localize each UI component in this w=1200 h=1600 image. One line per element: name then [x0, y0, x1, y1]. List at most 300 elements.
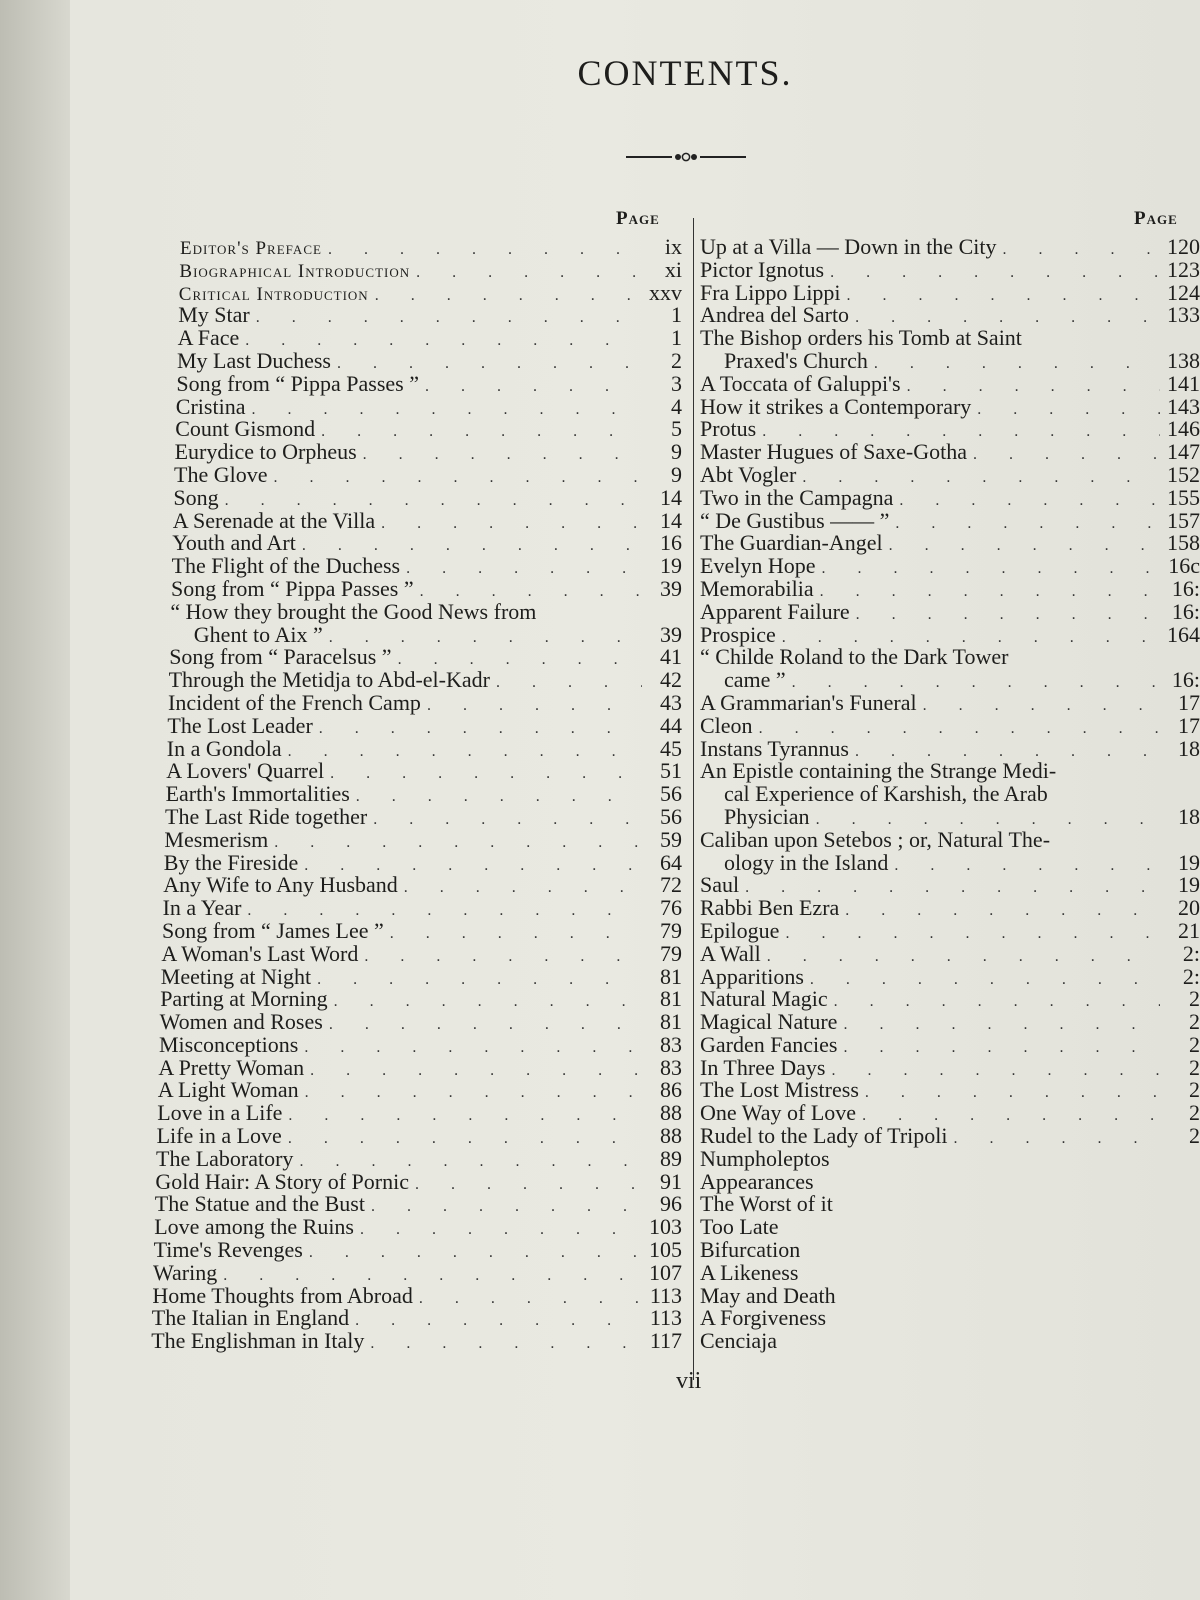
toc-entry-title: Cenciaja — [700, 1328, 777, 1354]
toc-entry — [154, 1216, 682, 1239]
toc-leader-dots — [895, 513, 1160, 536]
toc-leader-dots — [330, 763, 642, 786]
toc-entry — [700, 1011, 1200, 1034]
toc-leader-dots — [419, 1288, 642, 1311]
toc-entry — [172, 507, 682, 533]
toc-entry — [172, 532, 682, 555]
toc-entry-title: A Wall — [700, 940, 761, 966]
toc-leader-dots — [404, 877, 642, 900]
toc-entry — [177, 347, 682, 373]
toc-entry-title: A Likeness — [700, 1259, 799, 1285]
toc-entry — [163, 897, 682, 920]
toc-entry-page: 43 — [660, 689, 682, 715]
toc-entry-title: Epilogue — [700, 917, 780, 943]
toc-leader-dots — [810, 969, 1160, 992]
toc-leader-dots — [317, 969, 642, 992]
toc-entry — [153, 1259, 682, 1285]
toc-entry-title: Apparent Failure — [700, 598, 850, 624]
toc-entry-title: Natural Magic — [700, 986, 828, 1012]
toc-entry-page: 2: — [1182, 940, 1200, 966]
toc-entry-title: Abt Vogler — [700, 461, 797, 487]
toc-entry — [700, 393, 1200, 419]
toc-entry-title: Numpholeptos — [700, 1145, 830, 1171]
toc-leader-dots — [373, 809, 642, 832]
toc-entry-title: My Star — [178, 302, 250, 328]
toc-entry-page: ix — [664, 236, 682, 259]
toc-entry-page: 44 — [660, 712, 682, 738]
toc-entry-title: Garden Fancies — [700, 1031, 838, 1057]
toc-entry-title: Instans Tyrannus — [700, 735, 849, 761]
toc-entry-page: 14 — [660, 484, 682, 510]
toc-leader-dots — [364, 946, 642, 969]
toc-leader-dots — [360, 1219, 642, 1242]
toc-entry-title: Cleon — [700, 712, 753, 738]
toc-entry-title: Caliban upon Setebos ; or, Natural The- — [700, 826, 1051, 852]
toc-entry-title: The Flight of the Duchess — [171, 553, 401, 579]
toc-entry-page: 1 — [671, 325, 682, 351]
toc-entry-title: Life in a Love — [156, 1123, 282, 1149]
toc-entry — [700, 646, 1200, 669]
toc-entry — [700, 1239, 1200, 1262]
toc-entry — [160, 963, 682, 989]
toc-leader-dots — [843, 1037, 1160, 1060]
toc-entry-title: Misconceptions — [159, 1031, 299, 1057]
toc-entry-page: 88 — [660, 1123, 682, 1149]
toc-entry — [175, 418, 682, 441]
toc-entry-title: One Way of Love — [700, 1100, 857, 1126]
toc-entry — [158, 1054, 682, 1080]
toc-leader-dots — [834, 991, 1160, 1014]
toc-entry-page: 2 — [1189, 1100, 1200, 1126]
toc-entry-title: How it strikes a Contemporary — [700, 393, 972, 419]
toc-entry-title: Saul — [700, 872, 740, 898]
toc-entry-title: My Last Duchess — [177, 347, 331, 373]
toc-entry-title: Editor's Preface — [180, 238, 322, 259]
toc-entry-page: 9 — [671, 439, 682, 465]
toc-entry — [163, 849, 682, 875]
toc-entry-page: 2 — [1189, 986, 1200, 1012]
toc-entry — [157, 1125, 682, 1148]
toc-entry — [700, 1193, 1200, 1216]
toc-leader-dots — [256, 307, 642, 330]
toc-entry-page: xi — [664, 256, 682, 282]
toc-entry — [166, 760, 682, 783]
page-gutter — [0, 0, 70, 1600]
toc-entry — [170, 621, 682, 647]
toc-entry-title: Meeting at Night — [160, 963, 312, 989]
toc-entry-page: 133 — [1167, 302, 1200, 328]
toc-entry-page: 19 — [1178, 872, 1200, 898]
toc-leader-dots — [288, 1105, 642, 1128]
toc-entry-title: A Pretty Woman — [158, 1054, 305, 1080]
toc-leader-dots — [355, 1310, 642, 1333]
toc-entry-title: The Lost Mistress — [700, 1077, 859, 1103]
column-divider — [693, 218, 694, 1380]
toc-entry — [179, 256, 682, 282]
toc-entry — [700, 1259, 1200, 1285]
toc-entry-page: 2 — [1189, 1077, 1200, 1103]
toc-entry-page: 64 — [660, 849, 682, 875]
left-page-column-label: Page — [616, 208, 660, 229]
toc-leader-dots — [329, 1014, 642, 1037]
toc-entry-title: Mesmerism — [164, 826, 269, 852]
toc-entry-title: Ghent to Aix ” — [193, 621, 323, 647]
toc-entry-title: Song from “ James Lee ” — [162, 917, 384, 943]
toc-entry-page: 16: — [1171, 598, 1200, 624]
toc-leader-dots — [427, 695, 642, 718]
toc-entry-title: Apparitions — [700, 963, 804, 989]
toc-entry-page: 103 — [649, 1214, 682, 1240]
toc-leader-dots — [820, 581, 1160, 604]
toc-entry — [161, 940, 682, 966]
left-contents-column — [150, 236, 682, 1376]
toc-entry — [155, 1193, 682, 1216]
toc-entry-page: 143 — [1167, 393, 1200, 419]
toc-entry — [700, 712, 1200, 738]
toc-leader-dots — [1002, 239, 1160, 262]
toc-entry — [700, 940, 1200, 966]
toc-entry-page: 164 — [1167, 621, 1200, 647]
toc-entry-page: 2 — [1189, 1123, 1200, 1149]
page-folio: vii — [676, 1368, 702, 1394]
toc-entry-page: 147 — [1167, 439, 1200, 465]
toc-entry-title: came ” — [724, 667, 786, 693]
toc-entry-title: Biographical Introduction — [179, 260, 411, 282]
toc-leader-dots — [406, 558, 642, 581]
toc-leader-dots — [821, 558, 1160, 581]
toc-entry-title: The Guardian-Angel — [700, 530, 883, 556]
toc-entry-title: The Englishman in Italy — [151, 1328, 365, 1354]
toc-entry-page: 18 — [1178, 735, 1200, 761]
toc-entry-page: 89 — [660, 1145, 682, 1171]
toc-entry-title: A Light Woman — [157, 1077, 299, 1103]
toc-entry-page: 96 — [660, 1191, 682, 1217]
toc-entry — [700, 735, 1200, 761]
toc-entry-title: A Lovers' Quarrel — [166, 758, 325, 784]
toc-entry-page: 105 — [649, 1237, 682, 1263]
toc-entry-page: 3 — [671, 370, 682, 396]
toc-entry-title: The Worst of it — [700, 1191, 833, 1217]
toc-entry — [700, 1102, 1200, 1125]
toc-entry-title: Praxed's Church — [724, 347, 868, 373]
toc-entry — [700, 598, 1200, 624]
toc-entry-page: 2 — [671, 347, 682, 373]
toc-entry — [178, 304, 682, 327]
toc-entry-title: Eurydice to Orpheus — [174, 439, 357, 465]
toc-entry — [700, 279, 1200, 305]
toc-entry-title: A Grammarian's Funeral — [700, 689, 917, 715]
toc-leader-dots — [954, 1128, 1161, 1151]
toc-entry-title: Song — [173, 484, 219, 510]
toc-entry-title: ology in the Island — [724, 849, 889, 875]
toc-entry-page: 81 — [660, 963, 682, 989]
toc-entry-page: 155 — [1167, 484, 1200, 510]
toc-entry-title: The Italian in England — [151, 1305, 350, 1331]
toc-entry — [169, 646, 682, 669]
toc-leader-dots — [309, 1242, 642, 1265]
toc-entry-title: A Toccata of Galuppi's — [700, 370, 901, 396]
toc-entry-title: Up at a Villa — Down in the City — [700, 236, 997, 259]
toc-leader-dots — [273, 467, 642, 490]
toc-entry-page: 72 — [660, 872, 682, 898]
toc-leader-dots — [328, 239, 642, 262]
toc-entry — [165, 803, 682, 829]
toc-entry-page: 79 — [660, 940, 682, 966]
toc-entry-title: Two in the Campagna — [700, 484, 894, 510]
toc-entry-page: 56 — [660, 803, 682, 829]
toc-entry — [163, 874, 682, 897]
toc-entry-page: 81 — [660, 986, 682, 1012]
toc-entry — [170, 598, 682, 624]
toc-entry-page: 19 — [1178, 849, 1200, 875]
toc-entry-title: Time's Revenges — [153, 1237, 303, 1263]
toc-entry — [700, 917, 1200, 943]
toc-entry — [700, 988, 1200, 1011]
toc-entry-page: 20 — [1178, 895, 1200, 921]
toc-entry-page: 146 — [1167, 416, 1200, 442]
toc-entry — [700, 1031, 1200, 1057]
toc-entry — [700, 669, 1200, 692]
toc-entry-page: 83 — [660, 1054, 682, 1080]
toc-leader-dots — [785, 923, 1160, 946]
toc-leader-dots — [977, 399, 1160, 422]
toc-entry — [700, 874, 1200, 897]
toc-entry — [700, 484, 1200, 510]
toc-entry-title: Rudel to the Lady of Tripoli — [700, 1123, 948, 1149]
toc-entry — [700, 575, 1200, 601]
toc-entry-page: 124 — [1167, 279, 1200, 305]
toc-entry — [152, 1307, 682, 1330]
toc-entry — [700, 327, 1200, 350]
toc-entry-page: 1 — [671, 302, 682, 328]
toc-entry — [167, 712, 682, 738]
toc-entry — [152, 1282, 682, 1308]
toc-entry — [700, 1307, 1200, 1330]
toc-entry — [700, 1079, 1200, 1102]
toc-entry — [176, 370, 682, 396]
toc-entry-title: The Glove — [174, 461, 268, 487]
toc-leader-dots — [889, 535, 1160, 558]
toc-leader-dots — [370, 1333, 642, 1356]
toc-entry-page: 141 — [1167, 370, 1200, 396]
toc-leader-dots — [363, 444, 642, 467]
toc-entry-page: 16: — [1171, 575, 1200, 601]
toc-entry — [700, 1282, 1200, 1308]
toc-entry — [168, 689, 682, 715]
toc-leader-dots — [843, 1014, 1160, 1037]
toc-leader-dots — [415, 1174, 642, 1197]
toc-entry-title: Too Late — [700, 1214, 779, 1240]
toc-entry — [700, 347, 1200, 373]
toc-entry — [700, 441, 1200, 464]
toc-entry — [700, 621, 1200, 647]
toc-entry-title: Song from “ Pippa Passes ” — [176, 370, 419, 396]
toc-entry — [700, 236, 1200, 259]
toc-entry-title: Love in a Life — [157, 1100, 283, 1126]
toc-entry-title: Physician — [724, 803, 810, 829]
toc-entry-page: 2: — [1182, 963, 1200, 989]
toc-leader-dots — [830, 262, 1160, 285]
toc-leader-dots — [304, 1037, 642, 1060]
toc-entry — [156, 1145, 682, 1171]
toc-entry-title: Incident of the French Camp — [168, 689, 421, 715]
toc-entry — [700, 963, 1200, 989]
toc-entry-page: 14 — [660, 507, 682, 533]
toc-entry-title: Waring — [153, 1259, 218, 1285]
toc-entry-page: 113 — [649, 1305, 682, 1331]
toc-leader-dots — [874, 353, 1160, 376]
toc-entry-title: Bifurcation — [700, 1237, 801, 1263]
toc-entry-title: A Woman's Last Word — [161, 940, 359, 966]
toc-entry — [166, 783, 682, 806]
toc-leader-dots — [865, 1082, 1160, 1105]
toc-entry — [700, 418, 1200, 441]
toc-entry — [162, 917, 682, 943]
toc-entry-title: A Face — [177, 325, 240, 351]
toc-entry-title: Youth and Art — [172, 530, 296, 556]
toc-leader-dots — [288, 1128, 642, 1151]
toc-leader-dots — [390, 923, 642, 946]
toc-entry-title: Memorabilia — [700, 575, 814, 601]
toc-entry-page: 152 — [1167, 461, 1200, 487]
toc-entry-page: 120 — [1167, 236, 1200, 259]
toc-entry — [700, 826, 1200, 852]
toc-entry-title: Andrea del Sarto — [700, 302, 850, 328]
toc-entry — [700, 1145, 1200, 1171]
toc-entry — [154, 1239, 682, 1262]
toc-leader-dots — [310, 1060, 642, 1083]
toc-entry-page: 123 — [1167, 256, 1200, 282]
toc-entry-page: 117 — [649, 1328, 682, 1354]
toc-entry-page: 45 — [660, 735, 682, 761]
page-title: CONTENTS. — [577, 53, 793, 93]
toc-entry-title: Song from “ Pippa Passes ” — [171, 575, 414, 601]
toc-leader-dots — [305, 1082, 642, 1105]
toc-entry-page: 88 — [660, 1100, 682, 1126]
toc-entry-page: 91 — [660, 1168, 682, 1194]
toc-entry — [166, 735, 682, 761]
toc-entry-page: 79 — [660, 917, 682, 943]
toc-entry-title: By the Fireside — [163, 849, 299, 875]
toc-entry-title: Cristina — [175, 393, 246, 419]
toc-entry-title: In a Gondola — [166, 735, 282, 761]
toc-entry — [700, 507, 1200, 533]
toc-entry-page: 9 — [671, 461, 682, 487]
toc-entry — [700, 1054, 1200, 1080]
toc-entry-title: Pictor Ignotus — [700, 256, 825, 282]
toc-entry-page: xxv — [649, 279, 682, 305]
toc-entry-title: Any Wife to Any Husband — [163, 872, 398, 898]
toc-entry — [172, 555, 682, 578]
toc-entry-page: 86 — [660, 1077, 682, 1103]
toc-entry-title: Master Hugues of Saxe-Gotha — [700, 439, 967, 465]
toc-leader-dots — [416, 262, 642, 285]
toc-entry-page: 81 — [660, 1009, 682, 1035]
toc-entry-page: 17 — [1178, 712, 1200, 738]
toc-entry-page: 138 — [1167, 347, 1200, 373]
toc-leader-dots — [894, 855, 1160, 878]
toc-entry-title: Parting at Morning — [160, 986, 328, 1012]
toc-entry — [700, 1216, 1200, 1239]
toc-entry-page: 76 — [660, 895, 682, 921]
toc-entry-page: 59 — [660, 826, 682, 852]
toc-entry-title: Song from “ Paracelsus ” — [169, 644, 392, 670]
toc-leader-dots — [288, 741, 642, 764]
toc-entry-page: 5 — [671, 416, 682, 442]
toc-entry-page: 158 — [1167, 530, 1200, 556]
toc-entry — [169, 669, 682, 692]
toc-entry — [158, 1079, 682, 1102]
toc-entry-title: cal Experience of Karshish, the Arab — [724, 781, 1048, 807]
toc-entry-title: The Lost Leader — [167, 712, 313, 738]
toc-entry-title: Gold Hair: A Story of Pornic — [155, 1168, 409, 1194]
toc-leader-dots — [847, 285, 1160, 308]
toc-entry-title: Appearances — [700, 1168, 814, 1194]
toc-entry — [700, 897, 1200, 920]
toc-entry — [159, 1031, 682, 1057]
toc-entry — [178, 279, 682, 305]
toc-entry — [173, 484, 682, 510]
toc-entry-title: The Statue and the Bust — [154, 1191, 365, 1217]
toc-entry — [157, 1102, 682, 1125]
toc-entry — [700, 370, 1200, 396]
toc-entry-title: “ How they brought the Good News from — [170, 598, 537, 624]
right-contents-column — [700, 236, 1200, 1376]
toc-entry-page: 16 — [660, 530, 682, 556]
toc-entry-title: In a Year — [162, 895, 242, 921]
toc-entry-page: 2 — [1189, 1054, 1200, 1080]
toc-entry — [700, 760, 1200, 783]
toc-entry — [155, 1168, 682, 1194]
toc-entry — [700, 1168, 1200, 1194]
toc-entry-title: Love among the Ruins — [154, 1214, 354, 1240]
toc-entry — [700, 849, 1200, 875]
toc-leader-dots — [856, 604, 1160, 627]
toc-entry-title: Rabbi Ben Ezra — [700, 895, 840, 921]
toc-entry — [175, 441, 682, 464]
toc-leader-dots — [923, 695, 1160, 718]
toc-entry-page: 157 — [1167, 507, 1200, 533]
toc-entry-title: Evelyn Hope — [700, 553, 816, 579]
toc-entry — [700, 689, 1200, 715]
toc-entry — [700, 256, 1200, 282]
toc-entry — [700, 1125, 1200, 1148]
toc-leader-dots — [767, 946, 1160, 969]
toc-entry-title: “ De Gustibus —— ” — [700, 507, 890, 533]
toc-leader-dots — [356, 786, 642, 809]
toc-entry — [700, 803, 1200, 829]
toc-entry-page: 39 — [660, 621, 682, 647]
toc-entry-page: 4 — [671, 393, 682, 419]
toc-leader-dots — [274, 832, 642, 855]
toc-entry-title: “ Childe Roland to the Dark Tower — [700, 644, 1009, 670]
toc-entry-title: Critical Introduction — [178, 283, 369, 305]
toc-entry-title: The Bishop orders his Tomb at Saint — [700, 325, 1022, 351]
toc-leader-dots — [371, 1196, 642, 1219]
toc-entry-title: Through the Metidja to Abd-el-Kadr — [168, 667, 490, 693]
toc-entry-page: 41 — [660, 644, 682, 670]
toc-entry-page: 21 — [1178, 917, 1200, 943]
toc-leader-dots — [381, 513, 642, 536]
toc-entry — [700, 461, 1200, 487]
toc-entry — [700, 555, 1200, 578]
toc-leader-dots — [319, 718, 642, 741]
toc-entry-title: A Serenade at the Villa — [172, 507, 376, 533]
toc-entry — [700, 783, 1200, 806]
toc-entry — [151, 1330, 682, 1353]
toc-entry-title: Earth's Immortalities — [165, 781, 350, 807]
toc-entry-title: Protus — [700, 416, 757, 442]
